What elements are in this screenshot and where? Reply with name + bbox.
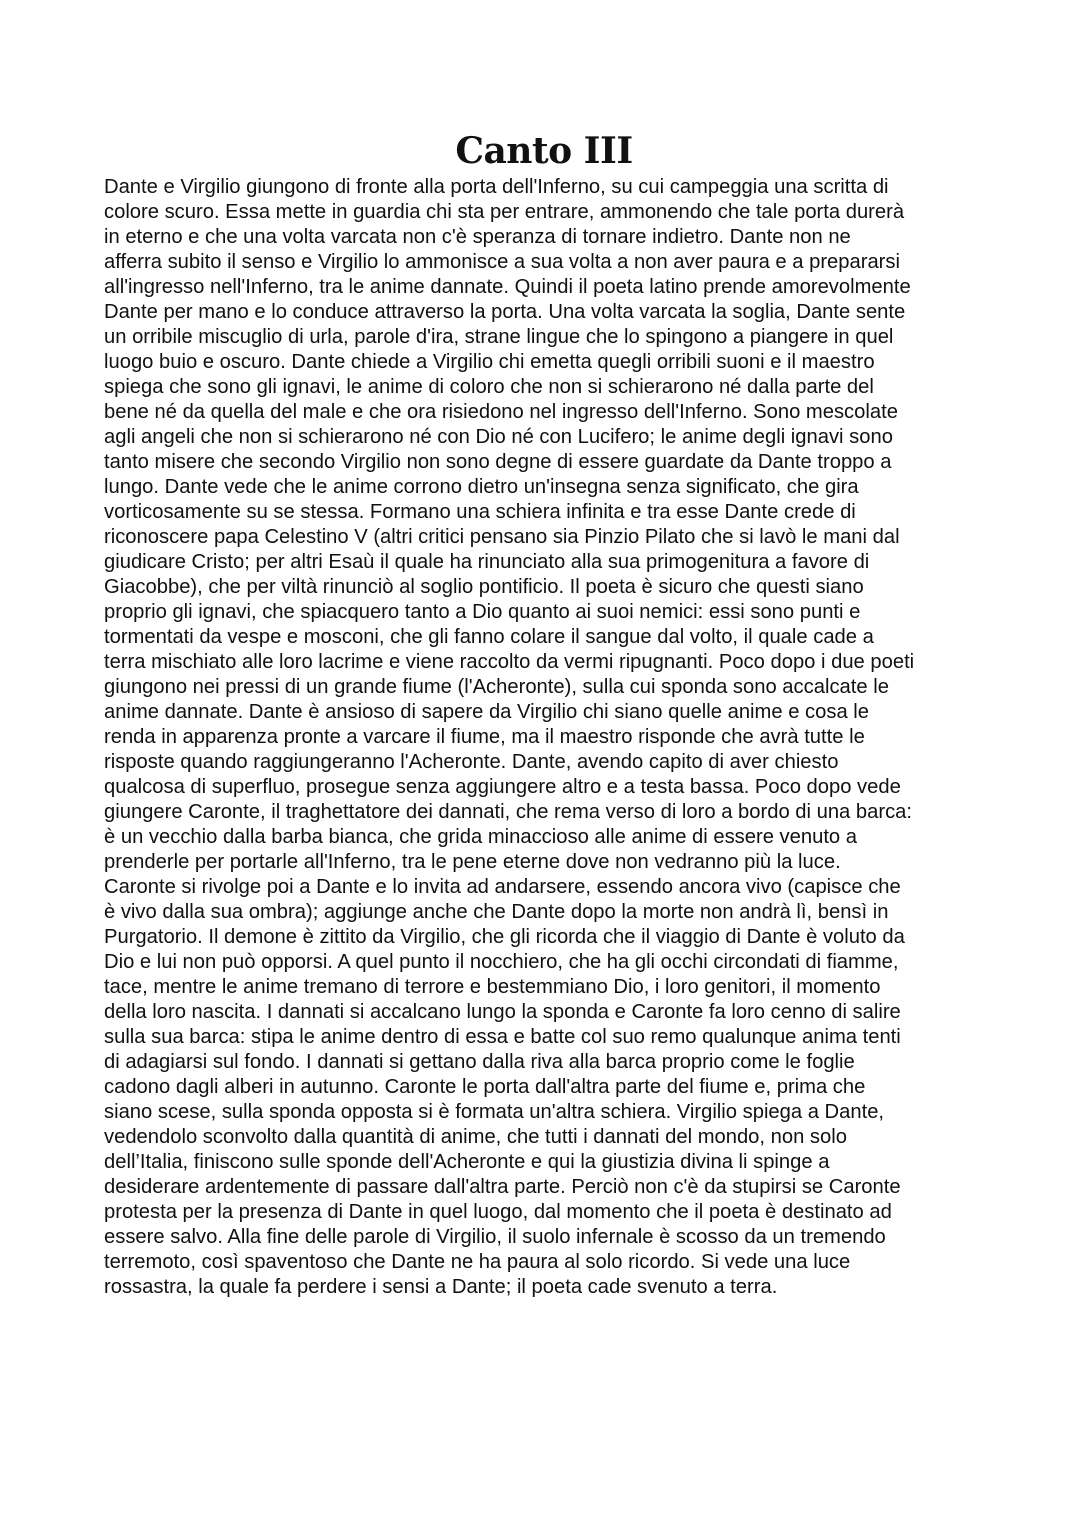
text-line: Caronte si rivolge poi a Dante e lo invita ad andarsere, essendo ancora vivo (capisce che [104,876,901,898]
text-line: tormentati da vespe e mosconi, che gli fanno colare il sangue dal volto, il quale cade a [104,626,874,648]
text-line: lungo. Dante vede che le anime corrono dietro un'insegna senza significato, che gira [104,476,859,498]
text-line: giungere Caronte, il traghettatore dei dannati, che rema verso di loro a bordo di una barca: [104,801,912,823]
text-line: terra mischiato alle loro lacrime e viene raccolto da vermi ripugnanti. Poco dopo i due poeti [104,651,915,673]
text-line: siano scese, sulla sponda opposta si è formata un'altra schiera. Virgilio spiega a Dante, [104,1101,885,1123]
text-line: agli angeli che non si schierarono né con Dio né con Lucifero; le anime degli ignavi sono [104,426,893,448]
text-line: Dio e lui non può opporsi. A quel punto il nocchiero, che ha gli occhi circondati di fiamme, [104,951,899,973]
text-line: sulla sua barca: stipa le anime dentro di essa e batte col suo remo qualunque anima tenti [104,1026,901,1048]
text-line: protesta per la presenza di Dante in quel luogo, dal momento che il poeta è destinato ad [104,1201,892,1223]
text-line: vedendolo sconvolto dalla quantità di anime, che tutti i dannati del mondo, non solo [104,1126,847,1148]
text-line: della loro nascita. I dannati si accalcano lungo la sponda e Caronte fa loro cenno di salire [104,1001,901,1023]
body-paragraph [104,175,984,1300]
text-line: cadono dagli alberi in autunno. Caronte le porta dall'altra parte del fiume e, prima che [104,1076,866,1098]
text-line: giungono nei pressi di un grande fiume (l'Acheronte), sulla cui sponda sono accalcate le [104,676,889,698]
text-line: dell’Italia, finiscono sulle sponde dell'Acheronte e qui la giustizia divina li spinge a [104,1151,830,1173]
document-page [104,128,984,1300]
text-line: giudicare Cristo; per altri Esaù il quale ha rinunciato alla sua primogenitura a favore di [104,551,870,573]
text-line: Dante per mano e lo conduce attraverso la porta. Una volta varcata la soglia, Dante sente [104,301,906,323]
text-line: terremoto, così spaventoso che Dante ne ha paura al solo ricordo. Si vede una luce [104,1251,851,1273]
text-line: all'ingresso nell'Inferno, tra le anime dannate. Quindi il poeta latino prende amorevolmente [104,276,911,298]
text-line: di adagiarsi sul fondo. I dannati si gettano dalla riva alla barca proprio come le foglie [104,1051,855,1073]
text-line: tace, mentre le anime tremano di terrore e bestemmiano Dio, i loro genitori, il momento [104,976,881,998]
text-line: tanto misere che secondo Virgilio non sono degne di essere guardate da Dante troppo a [104,451,892,473]
text-line: Dante e Virgilio giungono di fronte alla porta dell'Inferno, su cui campeggia una scritta di [104,176,889,198]
text-line: prenderle per portarle all'Inferno, tra le pene eterne dove non vedranno più la luce. [104,851,841,873]
text-line: desiderare ardentemente di passare dall'altra parte. Perciò non c'è da stupirsi se Caronte [104,1176,901,1198]
text-line: afferra subito il senso e Virgilio lo ammonisce a sua volta a non aver paura e a prepararsi [104,251,900,273]
page-title: Canto III [455,130,633,172]
text-line: in eterno e che una volta varcata non c'è speranza di tornare indietro. Dante non ne [104,226,851,248]
text-line: bene né da quella del male e che ora risiedono nel ingresso dell'Inferno. Sono mescolate [104,401,898,423]
text-line: qualcosa di superfluo, prosegue senza aggiungere altro e a testa bassa. Poco dopo vede [104,776,901,798]
text-line: anime dannate. Dante è ansioso di sapere da Virgilio chi siano quelle anime e cosa le [104,701,869,723]
text-line: vorticosamente su se stessa. Formano una schiera infinita e tra esse Dante crede di [104,501,856,523]
text-line: Giacobbe), che per viltà rinunciò al soglio pontificio. Il poeta è sicuro che questi siano [104,576,864,598]
text-line: è vivo dalla sua ombra); aggiunge anche che Dante dopo la morte non andrà lì, bensì in [104,901,889,923]
text-line: riconoscere papa Celestino V (altri critici pensano sia Pinzio Pilato che si lavò le mani dal [104,526,900,548]
text-line: Purgatorio. Il demone è zittito da Virgilio, che gli ricorda che il viaggio di Dante è voluto da [104,926,905,948]
text-line: rossastra, la quale fa perdere i sensi a Dante; il poeta cade svenuto a terra. [104,1276,778,1298]
text-line: essere salvo. Alla fine delle parole di Virgilio, il suolo infernale è scosso da un tremendo [104,1226,886,1248]
text-line: colore scuro. Essa mette in guardia chi sta per entrare, ammonendo che tale porta durerà [104,201,905,223]
text-line: spiega che sono gli ignavi, le anime di coloro che non si schierarono né dalla parte del [104,376,874,398]
text-line: renda in apparenza pronte a varcare il fiume, ma il maestro risponde che avrà tutte le [104,726,865,748]
text-line: è un vecchio dalla barba bianca, che grida minaccioso alle anime di essere venuto a [104,826,857,848]
text-line: un orribile miscuglio di urla, parole d'ira, strane lingue che lo spingono a piangere in quel [104,326,894,348]
text-line: luogo buio e oscuro. Dante chiede a Virgilio chi emetta quegli orribili suoni e il maestro [104,351,875,373]
text-line: proprio gli ignavi, che spiacquero tanto a Dio quanto ai suoi nemici: essi sono punti e [104,601,861,623]
text-line: risposte quando raggiungeranno l'Acheronte. Dante, avendo capito di aver chiesto [104,751,839,773]
